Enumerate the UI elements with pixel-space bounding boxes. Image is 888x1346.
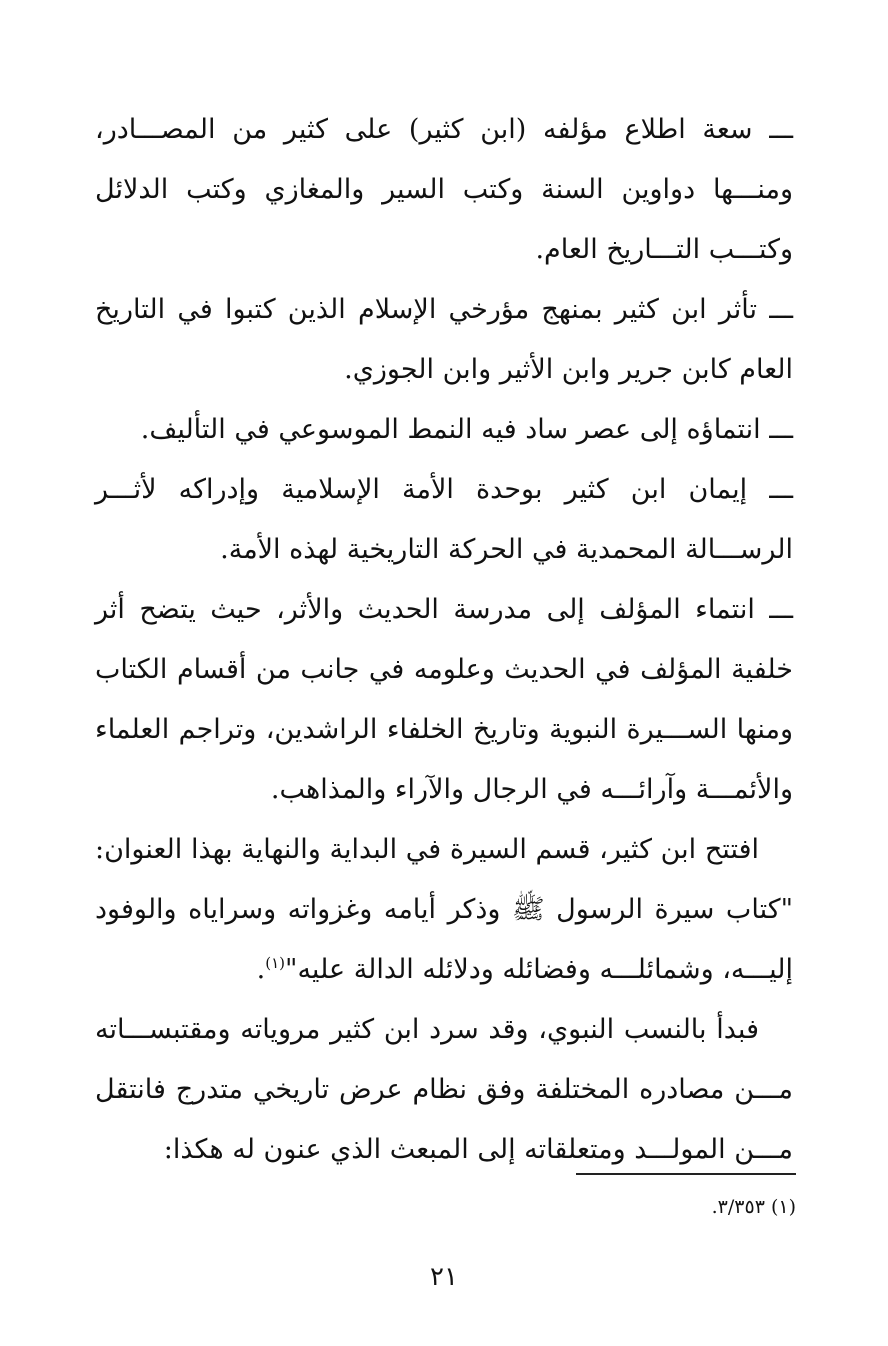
page-number: ٢١	[430, 1262, 458, 1292]
footnote-reference: (١)	[265, 954, 286, 972]
footnote-divider	[576, 1173, 796, 1175]
quote-paragraph-end: .	[256, 954, 266, 985]
bullet-paragraph-1: ـــ سعة اطلاع مؤلفه (ابن كثير) على كثير من المصـــادر، ومنـــها دواوين السنة وكتب السير والمغازي وكتب الدلائل وكتـــب التـــاريخ العام.	[95, 114, 793, 265]
quote-paragraph	[95, 820, 793, 1000]
quote-paragraph-text: افتتح ابن كثير، قسم السيرة في البداية والنهاية بهذا العنوان: "كتاب سيرة الرسول ﷺ وذكر أيامه وغزواته وسراياه والوفود إليـــه، وشمائلـــه وفضائله ودلائله الدالة عليه"	[95, 834, 793, 985]
bullet-paragraph-4: ـــ إيمان ابن كثير بوحدة الأمة الإسلامية وإدراكه لأثـــر الرســـالة المحمدية في الحركة التاريخية لهذه الأمة.	[95, 474, 793, 565]
bullet-paragraph-2: ـــ تأثر ابن كثير بمنهج مؤرخي الإسلام الذين كتبوا في التاريخ العام كابن جرير وابن الأثير وابن الجوزي.	[95, 294, 793, 385]
bullet-paragraph-3: ـــ انتماؤه إلى عصر ساد فيه النمط الموسوعي في التأليف.	[140, 414, 793, 445]
bullet-paragraph-5: ـــ انتماء المؤلف إلى مدرسة الحديث والأثر، حيث يتضح أثر خلفية المؤلف في الحديث وعلومه في جانب من أقسام الكتاب ومنها الســـيرة النبوية وتاريخ الخلفاء الراشدين، وتراجم العلماء والأئمـــة وآرائـــه في الرجال والآراء والمذاهب.	[95, 594, 793, 805]
body-text	[95, 100, 793, 1180]
closing-paragraph: فبدأ بالنسب النبوي، وقد سرد ابن كثير مروياته ومقتبســـاته مـــن مصادره المختلفة وفق نظام عرض تاريخي متدرج فانتقل مـــن المولـــد ومتعلقاته إلى المبعث الذي عنون له هكذا:	[95, 1014, 793, 1165]
footnote: (١) ٣/٣٥٣.	[711, 1196, 796, 1218]
